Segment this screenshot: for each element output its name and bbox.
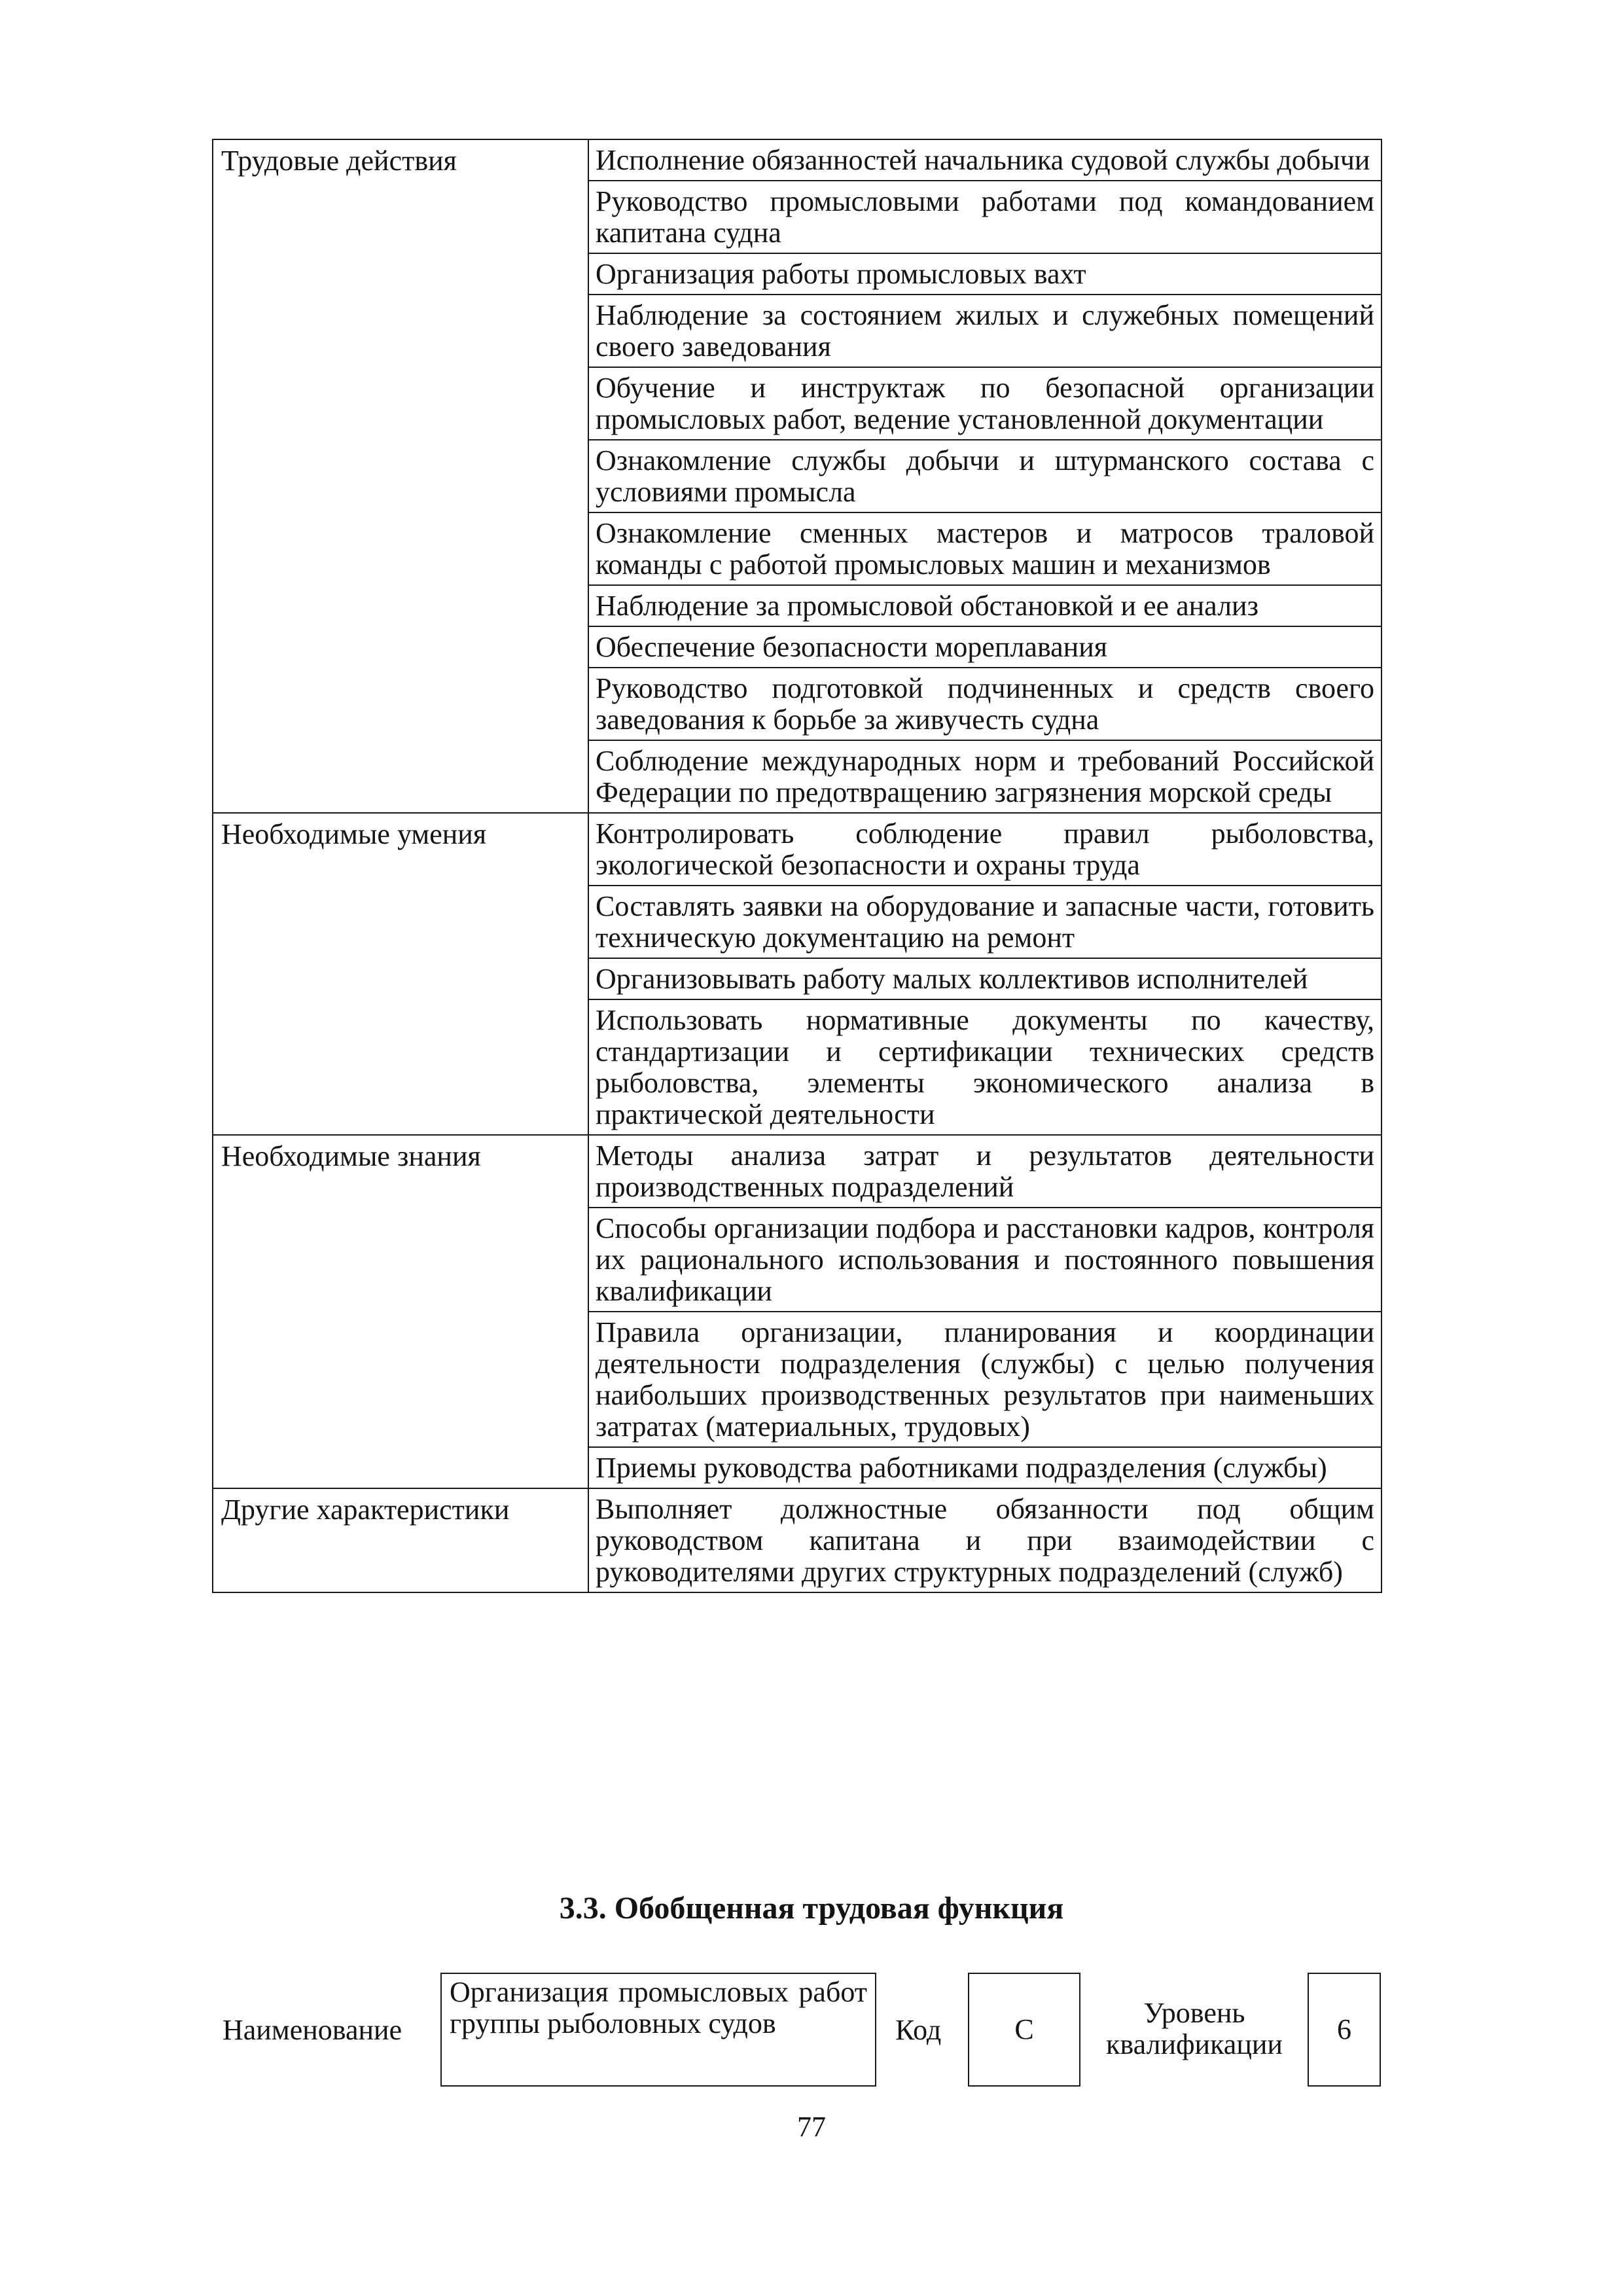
table-row bbox=[213, 813, 1382, 886]
category-cell: Другие характеристики bbox=[213, 1488, 588, 1592]
description-cell: Выполняет должностные обязанности под общим руководством капитана и при взаимодействии с руководителями других структурных подразделений (служб) bbox=[588, 1488, 1382, 1592]
code-value-box bbox=[968, 1973, 1080, 2087]
description-cell: Наблюдение за состоянием жилых и служебных помещений своего заведования bbox=[588, 295, 1382, 367]
table-row bbox=[213, 1488, 1382, 1592]
qualification-level-box bbox=[1308, 1973, 1381, 2087]
description-cell: Способы организации подбора и расстановки кадров, контроля их рационального использования и постоянного повышения квалификации bbox=[588, 1208, 1382, 1312]
description-cell: Организация работы промысловых вахт bbox=[588, 253, 1382, 295]
category-cell: Трудовые действия bbox=[213, 139, 588, 813]
description-cell: Обеспечение безопасности мореплавания bbox=[588, 626, 1382, 668]
description-cell: Обучение и инструктаж по безопасной организации промысловых работ, ведение установленной документации bbox=[588, 367, 1382, 440]
description-cell: Контролировать соблюдение правил рыболовства, экологической безопасности и охраны труда bbox=[588, 813, 1382, 886]
section-heading: 3.3. Обобщенная трудовая функция bbox=[559, 1891, 1064, 1926]
description-cell: Ознакомление службы добычи и штурманского состава с условиями промысла bbox=[588, 440, 1382, 512]
description-cell: Соблюдение международных норм и требований Российской Федерации по предотвращению загрязнения морской среды bbox=[588, 740, 1382, 813]
page-number: 77 bbox=[797, 2111, 826, 2143]
description-cell: Ознакомление сменных мастеров и матросов траловой команды с работой промысловых машин и механизмов bbox=[588, 512, 1382, 585]
description-cell: Методы анализа затрат и результатов деятельности производственных подразделений bbox=[588, 1135, 1382, 1208]
category-cell: Необходимые знания bbox=[213, 1135, 588, 1488]
description-cell: Наблюдение за промысловой обстановкой и ее анализ bbox=[588, 585, 1382, 626]
description-cell: Организовывать работу малых коллективов исполнителей bbox=[588, 958, 1382, 999]
description-cell: Использовать нормативные документы по качеству, стандартизации и сертификации технических средств рыболовства, элементы экономического анализа в практической деятельности bbox=[588, 999, 1382, 1135]
description-cell: Составлять заявки на оборудование и запасные части, готовить техническую документацию на ремонт bbox=[588, 886, 1382, 958]
description-cell: Правила организации, планирования и координации деятельности подразделения (службы) с целью получения наибольших производственных результатов при наименьших затратах (материальных, трудовых) bbox=[588, 1312, 1382, 1447]
description-cell: Приемы руководства работниками подразделения (службы) bbox=[588, 1447, 1382, 1488]
labor-functions-table bbox=[212, 139, 1382, 1593]
table-row bbox=[213, 139, 1382, 181]
name-value-box: Организация промысловых работ группы рыболовных судов bbox=[440, 1973, 876, 2087]
code-label: Код bbox=[895, 2014, 942, 2046]
table-row bbox=[213, 1135, 1382, 1208]
description-cell: Исполнение обязанностей начальника судовой службы добычи bbox=[588, 139, 1382, 181]
qualification-level-label: Уровень квалификации bbox=[1106, 1997, 1283, 2060]
description-cell: Руководство промысловыми работами под командованием капитана судна bbox=[588, 181, 1382, 253]
description-cell: Руководство подготовкой подчиненных и средств своего заведования к борьбе за живучесть судна bbox=[588, 668, 1382, 740]
qualification-level-value: 6 bbox=[1337, 2013, 1351, 2045]
category-cell: Необходимые умения bbox=[213, 813, 588, 1135]
name-label: Наименование bbox=[223, 2014, 402, 2046]
code-value: С bbox=[1014, 2013, 1034, 2045]
